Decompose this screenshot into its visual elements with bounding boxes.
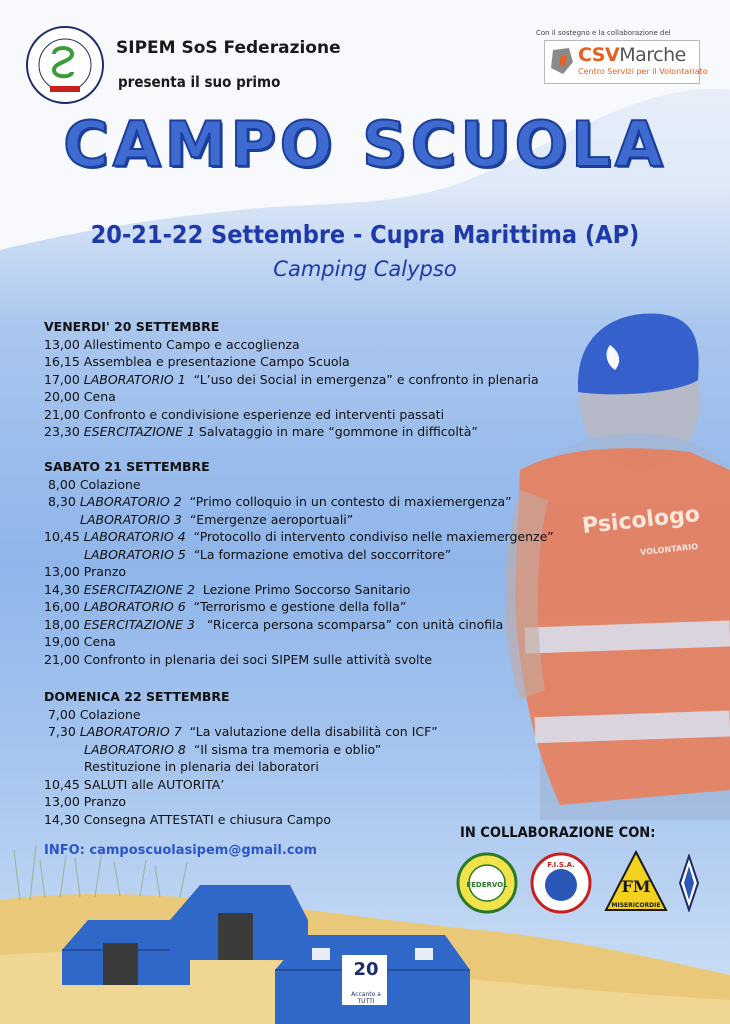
schedule-item: 20,00 Cena [44,389,116,404]
ari-logo [678,854,700,912]
day-heading: VENERDI' 20 SETTEMBRE [44,319,220,334]
event-dates: 20-21-22 Settembre - Cupra Marittima (AP) [90,220,640,249]
presents-text: presenta il suo primo [118,73,281,91]
sponsor-caption: Con il sostegno e la collaborazione del [536,29,671,37]
schedule-item: LABORATORIO 8 “Il sisma tra memoria e oblio” [84,741,382,757]
org-name: SIPEM SoS Federazione [116,38,341,58]
federvol-logo [456,852,518,914]
schedule-item: 19,00 Cena [44,634,116,649]
misericordie-mark: FM [621,877,651,896]
fisa-logo [530,852,592,914]
marche-region-icon [549,46,575,76]
blue-helmet [578,314,699,395]
schedule-item: 16,15 Assemblea e presentazione Campo Scuola [44,354,350,369]
misericordie-label: MISERICORDIE [611,902,661,909]
tent-middle [170,885,308,960]
schedule-item: 18,00 ESERCITAZIONE 3 “Ricerca persona scomparsa” con unità cinofila [44,616,504,632]
day-heading: DOMENICA 22 SETTEMBRE [44,689,230,704]
schedule-item: 13,00 Allestimento Campo e accoglienza [44,336,300,352]
fisa-label: F.I.S.A. [547,861,575,869]
schedule-item: 10,45 LABORATORIO 4 “Protocollo di intervento condiviso nelle maxiemergenze” [44,529,554,544]
schedule-item: Restituzione in plenaria dei laboratori [84,759,319,774]
main-title: CAMPO SCUOLA [63,108,667,181]
schedule-item: 7,30 LABORATORIO 7 “La valutazione della disabilità con ICF” [47,724,438,739]
schedule-day-3 [44,688,438,828]
info-email[interactable]: INFO: camposcuolasipem@gmail.com [44,843,318,858]
schedule-item: LABORATORIO 3 “Emergenze aeroportuali” [80,511,354,527]
schedule-item: 13,00 Pranzo [44,794,127,809]
vest-text: Psicologo [581,501,702,540]
schedule-item: 23,30 ESERCITAZIONE 1 Salvataggio in mare “gommone in difficoltà” [44,424,478,439]
schedule-item: 14,30 Consegna ATTESTATI e chiusura Campo [44,811,331,827]
sponsor-name: CSVMarche [578,44,686,66]
schedule-item: 8,30 LABORATORIO 2 “Primo colloquio in un contesto di maxiemergenza” [47,494,512,509]
sipem-logo [24,24,106,106]
schedule-item: 13,00 Pranzo [44,564,127,579]
schedule-item: 10,45 SALUTI alle AUTORITA’ [44,776,225,792]
collab-heading: IN COLLABORAZIONE CON: [460,825,656,841]
sponsor-subtitle: Centro Servizi per il Volontariato [578,67,708,76]
badge-caption: Accanto a TUTTI [351,991,381,1005]
schedule-item: LABORATORIO 5 “La formazione emotiva del soccorritore” [84,546,452,562]
schedule-item: 21,00 Confronto e condivisione esperienze ed interventi passati [44,406,445,422]
schedule-item: 16,00 LABORATORIO 6 “Terrorismo e gestione della folla” [44,599,407,614]
event-venue: Camping Calypso [273,257,457,281]
vest-subtext: VOLONTARIO [639,541,699,558]
schedule-day-1 [44,318,539,441]
schedule-item: 7,00 Colazione [47,706,141,722]
schedule-item: 17,00 LABORATORIO 1 “L’uso dei Social in emergenza” e confronto in plenaria [44,371,539,387]
schedule-day-2 [44,458,554,668]
schedule-item: 14,30 ESERCITAZIONE 2 Lezione Primo Soccorso Sanitario [44,581,411,597]
federvol-label: FEDERVOL [466,881,508,889]
day-heading: SABATO 21 SETTEMBRE [44,459,210,474]
schedule-item: 8,00 Colazione [47,476,141,492]
schedule-item: 21,00 Confronto in plenaria dei soci SIPEM sulle attività svolte [44,651,433,667]
misericordie-logo [604,850,668,914]
badge-number: 20 [353,959,379,980]
